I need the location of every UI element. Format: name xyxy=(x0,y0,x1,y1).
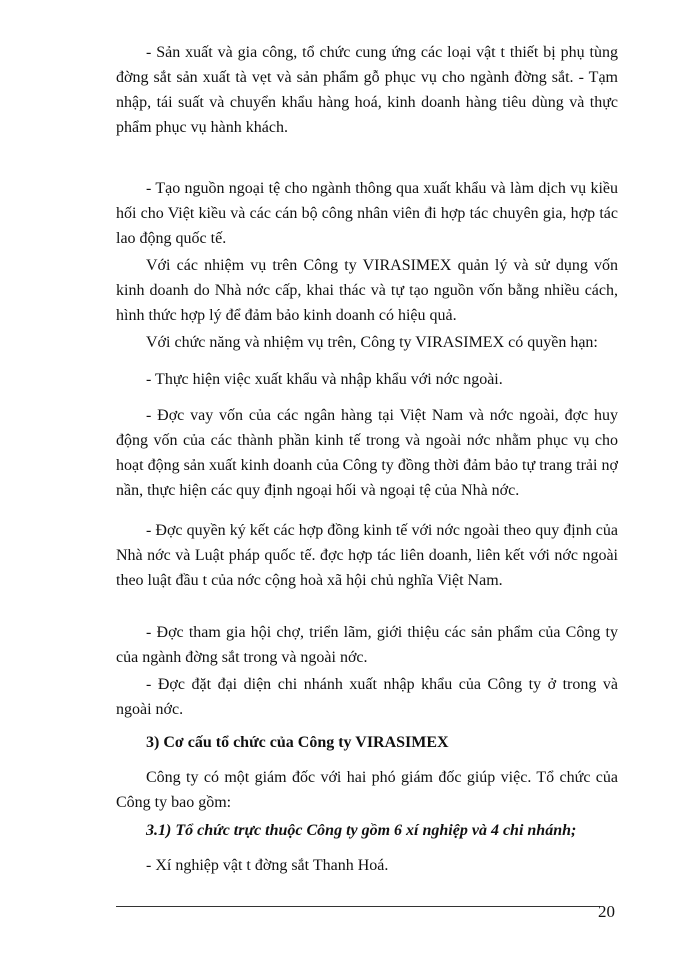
paragraph-branch-offices: - Đợc đặt đại diện chi nhánh xuất nhập khẩu của Công ty ở trong và ngoài nớc. xyxy=(116,676,618,718)
paragraph-organization: Công ty có một giám đốc với hai phó giám đốc giúp việc. Tổ chức của Công ty bao gồm: xyxy=(116,769,618,811)
paragraph-rights-intro: Với chức năng và nhiệm vụ trên, Công ty VIRASIMEX có quyền hạn: xyxy=(146,334,598,351)
paragraph-borrowing: - Đợc vay vốn của các ngân hàng tại Việt Nam và nớc ngoài, đợc huy động vốn của các thành phần kinh tế trong và ngoài nớc nhằm phục vụ cho hoạt động sản xuất kinh doanh của Công ty đồng thời đảm bảo tự trang trải nợ nần, thực hiện các quy định ngoại hối và ngoại tệ của Nhà nớc. xyxy=(116,407,618,499)
paragraph-import-export: - Thực hiện việc xuất khẩu và nhập khẩu với nớc ngoài. xyxy=(146,371,503,388)
paragraph-capital-management: Với các nhiệm vụ trên Công ty VIRASIMEX quản lý và sử dụng vốn kinh doanh do Nhà nớc cấp, khai thác và tự tạo nguồn vốn bằng nhiều cách, hình thức hợp lý để đảm bảo kinh doanh có hiệu quả. xyxy=(116,257,618,324)
paragraph-exhibitions: - Đợc tham gia hội chợ, triển lãm, giới thiệu các sản phẩm của Công ty của ngành đờng sắt trong và ngoài nớc. xyxy=(116,624,618,666)
paragraph-production-supply: - Sản xuất và gia công, tổ chức cung ứng các loại vật t thiết bị phụ tùng đờng sắt sản xuất tà vẹt và sản phẩm gỗ phục vụ cho ngành đờng sắt. - Tạm nhập, tái suất và chuyển khẩu hàng hoá, kinh doanh hàng tiêu dùng và thực phẩm phục vụ hành khách. xyxy=(116,44,618,136)
paragraph-foreign-currency: - Tạo nguồn ngoại tệ cho ngành thông qua xuất khẩu và làm dịch vụ kiều hối cho Việt kiều và các cán bộ công nhân viên đi hợp tác chuyên gia, hợp tác lao động quốc tế. xyxy=(116,180,618,247)
paragraph-enterprise-thanh-hoa: - Xí nghiệp vật t đờng sắt Thanh Hoá. xyxy=(146,857,389,874)
paragraph-contracts: - Đợc quyền ký kết các hợp đồng kinh tế với nớc ngoài theo quy định của Nhà nớc và Luật pháp quốc tế. đợc hợp tác liên doanh, liên kết với nớc ngoài theo luật đầu t của nớc cộng hoà xã hội chủ nghĩa Việt Nam. xyxy=(116,522,618,589)
footer-divider xyxy=(116,906,600,907)
subsection-heading: 3.1) Tổ chức trực thuộc Công ty gồm 6 xí nghiệp và 4 chi nhánh; xyxy=(146,822,577,839)
section-heading: 3) Cơ cấu tổ chức của Công ty VIRASIMEX xyxy=(146,734,449,751)
page-number: 20 xyxy=(598,902,615,921)
